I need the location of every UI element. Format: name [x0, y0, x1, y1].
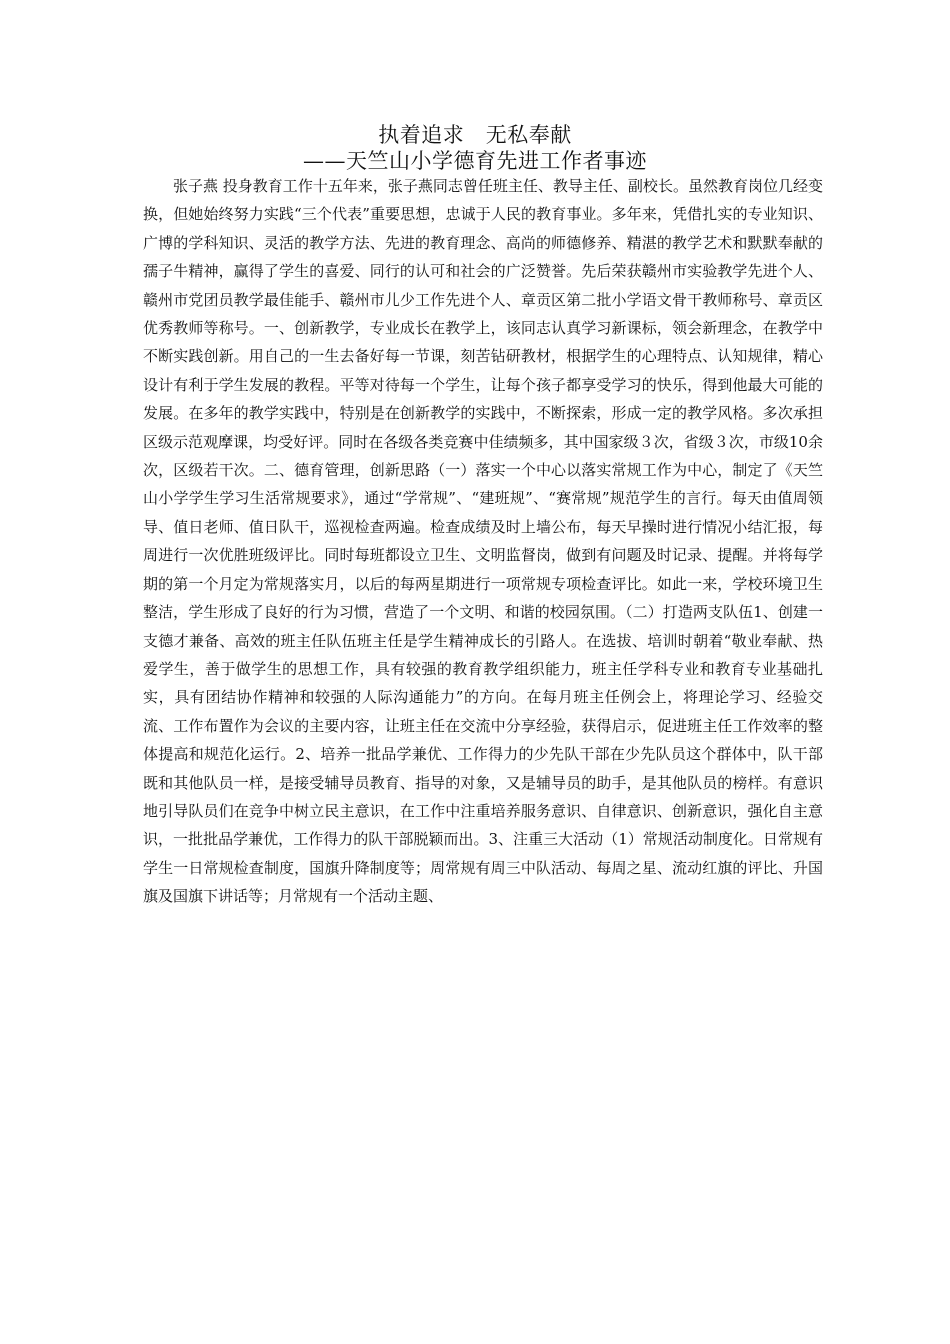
page-subtitle: ——天竺山小学德育先进工作者事迹: [303, 149, 647, 173]
title-block: [0, 122, 950, 174]
page-title: 执着追求 无私奉献: [378, 123, 572, 147]
body-paragraph: 张子燕 投身教育工作十五年来，张子燕同志曾任班主任、教导主任、副校长。虽然教育岗位几经变换，但她始终努力实践“三个代表”重要思想，忠诚于人民的教育事业。多年来，凭借扎实的专业知识、广博的学科知识、灵活的教学方法、先进的教育理念、高尚的师德修养、精湛的教学艺术和默默奉献的孺子牛精神，赢得了学生的喜爱、同行的认可和社会的广泛赞誉。先后荣获赣州市实验教学先进个人、赣州市党团员教学最佳能手、赣州市儿少工作先进个人、章贡区第二批小学语文骨干教师称号、章贡区优秀教师等称号。一、创新教学，专业成长在教学上，该同志认真学习新课标，领会新理念，在教学中不断实践创新。用自己的一生去备好每一节课，刻苦钻研教材，根据学生的心理特点、认知规律，精心设计有利于学生发展的教程。平等对待每一个学生，让每个孩子都享受学习的快乐，得到他最大可能的发展。在多年的教学实践中，特别是在创新教学的实践中，不断探索，形成一定的教学风格。多次承担区级示范观摩课，均受好评。同时在各级各类竞赛中佳绩频多，其中国家级３次，省级３次，市级10余次，区级若干次。二、德育管理，创新思路（一）落实一个中心以落实常规工作为中心，制定了《天竺山小学学生学习生活常规要求》，通过“学常规”、“建班规”、“赛常规”规范学生的言行。每天由值周领导、值日老师、值日队干，巡视检查两遍。检查成绩及时上墙公布，每天早操时进行情况小结汇报，每周进行一次优胜班级评比。同时每班都设立卫生、文明监督岗，做到有问题及时记录、提醒。并将每学期的第一个月定为常规落实月，以后的每两星期进行一项常规专项检查评比。如此一来，学校环境卫生整洁，学生形成了良好的行为习惯，营造了一个文明、和谐的校园氛围。（二）打造两支队伍1、创建一支德才兼备、高效的班主任队伍班主任是学生精神成长的引路人。在选拔、培训时朝着“敬业奉献、热爱学生，善于做学生的思想工作，具有较强的教育教学组织能力，班主任学科专业和教育专业基础扎实，具有团结协作精神和较强的人际沟通能力”的方向。在每月班主任例会上，将理论学习、经验交流、工作布置作为会议的主要内容，让班主任在交流中分享经验，获得启示，促进班主任工作效率的整体提高和规范化运行。2、培养一批品学兼优、工作得力的少先队干部在少先队员这个群体中，队干部既和其他队员一样，是接受辅导员教育、指导的对象，又是辅导员的助手，是其他队员的榜样。有意识地引导队员们在竞争中树立民主意识，在工作中注重培养服务意识、自律意识、创新意识，强化自主意识，一批批品学兼优，工作得力的队干部脱颖而出。3、注重三大活动（1）常规活动制度化。日常规有学生一日常规检查制度，国旗升降制度等；周常规有周三中队活动、每周之星、流动红旗的评比、升国旗及国旗下讲话等；月常规有一个活动主题、: [143, 177, 823, 906]
